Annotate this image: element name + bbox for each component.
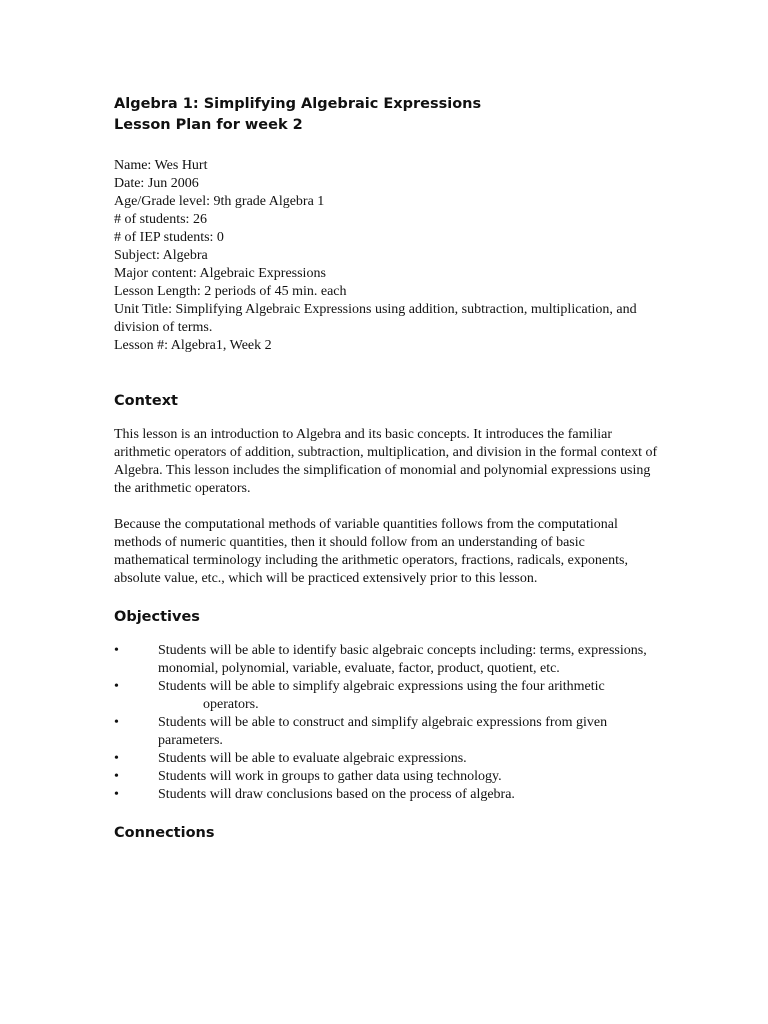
bullet-marker: • — [114, 769, 119, 784]
info-students: # of students: 26 — [114, 212, 207, 227]
info-major-content: Major content: Algebraic Expressions — [114, 266, 326, 281]
info-date: Date: Jun 2006 — [114, 176, 199, 191]
info-grade-level: Age/Grade level: 9th grade Algebra 1 — [114, 194, 325, 209]
list-item — [114, 786, 658, 804]
objective-text: Students will work in groups to gather data using technology. — [158, 769, 502, 784]
info-lesson-length: Lesson Length: 2 periods of 45 min. each — [114, 284, 347, 299]
list-item — [114, 678, 658, 714]
bullet-marker: • — [114, 787, 119, 802]
document-title — [114, 94, 674, 136]
list-item — [114, 714, 658, 750]
objective-text: Students will be able to construct and simplify algebraic expressions from given parameters. — [158, 715, 608, 748]
bullet-marker: • — [114, 751, 119, 766]
bullet-marker: • — [114, 679, 119, 694]
context-paragraph-2: Because the computational methods of variable quantities follows from the computational methods of numeric quantities, then it should follow from an understanding of basic mathematical terminology including the arithmetic operators, fractions, radicals, exponents, absolute value, etc., which will be practiced extensively prior to this lesson. — [114, 517, 628, 586]
objective-text: Students will draw conclusions based on the process of algebra. — [158, 787, 515, 802]
objectives-heading: Objectives — [114, 609, 200, 625]
objective-text-continued: operators. — [203, 697, 259, 712]
info-subject: Subject: Algebra — [114, 248, 208, 263]
info-name: Name: Wes Hurt — [114, 158, 208, 173]
title-line-2: Lesson Plan for week 2 — [114, 117, 303, 133]
bullet-marker: • — [114, 715, 119, 730]
context-heading: Context — [114, 393, 178, 409]
list-item — [114, 642, 658, 678]
objective-text: Students will be able to identify basic algebraic concepts including: terms, expressions, monomial, polynomial, variable, evaluate, factor, product, quotient, etc. — [158, 643, 647, 676]
objectives-list — [114, 642, 674, 804]
connections-heading: Connections — [114, 825, 215, 841]
objective-text: Students will be able to simplify algebraic expressions using the four arithmetic — [158, 679, 605, 694]
bullet-marker: • — [114, 643, 119, 658]
list-item — [114, 768, 658, 786]
context-paragraph-1: This lesson is an introduction to Algebra and its basic concepts. It introduces the familiar arithmetic operators of addition, subtraction, multiplication, and division in the formal context of Algebra. This lesson includes the simplification of monomial and polynomial expressions using the arithmetic operators. — [114, 427, 658, 496]
info-unit-title: Unit Title: Simplifying Algebraic Expressions using addition, subtraction, multiplication, and division of terms. — [114, 302, 637, 335]
objective-text: Students will be able to evaluate algebraic expressions. — [158, 751, 467, 766]
lesson-info-block — [114, 157, 674, 355]
title-line-1: Algebra 1: Simplifying Algebraic Expressions — [114, 96, 482, 112]
list-item — [114, 750, 658, 768]
info-iep-students: # of IEP students: 0 — [114, 230, 224, 245]
info-lesson-number: Lesson #: Algebra1, Week 2 — [114, 338, 272, 353]
document-page — [114, 94, 674, 842]
